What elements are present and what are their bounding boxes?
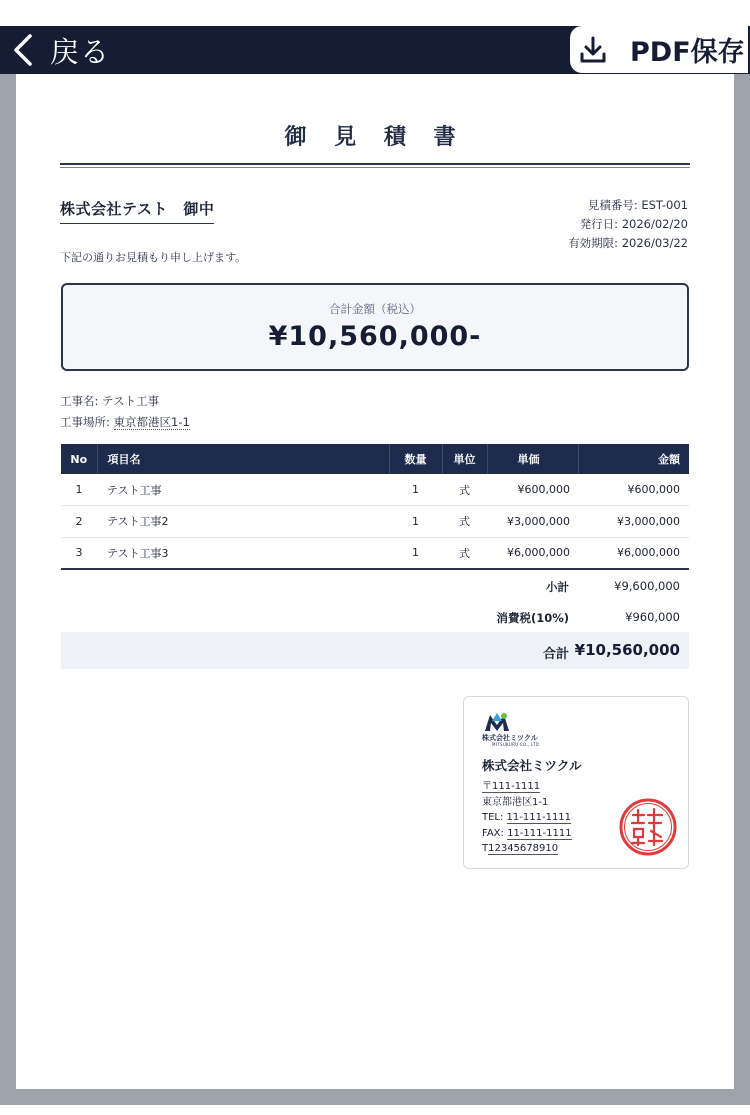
table-header-row xyxy=(61,444,689,474)
total-amount: ¥10,560,000- xyxy=(268,321,482,352)
col-qty: 数量 xyxy=(389,444,442,474)
logo-company-name: 株式会社ミツクル xyxy=(482,734,538,742)
document-title: 御 見 積 書 xyxy=(284,125,466,150)
title-divider xyxy=(60,163,690,165)
intro-text: 下記の通りお見積もり申し上げます。 xyxy=(60,251,247,264)
reg-prefix: T xyxy=(482,843,489,854)
fax-label: FAX: xyxy=(482,827,508,839)
pdf-save-button[interactable] xyxy=(570,26,748,73)
tel-label: TEL: xyxy=(482,812,507,823)
project-name-line xyxy=(60,391,190,412)
valid-until: 有効期限: 2026/03/22 xyxy=(568,236,688,250)
grand-total-value: ¥10,560,000 xyxy=(574,641,680,659)
subtotal-value: ¥9,600,000 xyxy=(614,579,680,593)
row-name: テスト工事2 xyxy=(97,506,389,538)
company-registration-number: 12345678910 xyxy=(488,843,559,854)
subtotal-label: 小計 xyxy=(546,580,569,594)
grand-total-label: 合計 xyxy=(542,647,569,662)
row-unit: 式 xyxy=(442,506,487,538)
project-info xyxy=(60,391,190,433)
project-name: テスト工事 xyxy=(102,394,160,408)
col-unit: 単位 xyxy=(442,444,487,474)
row-name: テスト工事 xyxy=(97,474,389,506)
row-no: 1 xyxy=(61,474,97,506)
company-tel: 11-111-1111 xyxy=(506,812,572,823)
table-row xyxy=(61,474,689,506)
total-caption: 合計金額（税込） xyxy=(329,302,421,316)
chevron-left-icon xyxy=(10,33,36,67)
row-no: 2 xyxy=(61,506,97,538)
back-button[interactable] xyxy=(10,31,110,69)
row-name: テスト工事3 xyxy=(97,537,389,569)
company-fax: 11-111-1111 xyxy=(507,827,572,839)
table-row xyxy=(61,537,689,569)
client-name: 株式会社テスト 御中 xyxy=(60,198,214,224)
row-amount: ¥3,000,000 xyxy=(578,506,689,538)
project-place-line xyxy=(60,412,190,433)
tax-value: ¥960,000 xyxy=(625,610,680,624)
row-no: 3 xyxy=(61,537,97,569)
title-divider-thin xyxy=(60,167,690,168)
download-icon xyxy=(578,35,608,65)
company-logo-icon xyxy=(482,711,512,733)
company-seal-stamp xyxy=(618,797,678,857)
total-amount-box xyxy=(61,283,689,371)
row-price: ¥3,000,000 xyxy=(487,506,578,538)
project-place: 東京都港区1-1 xyxy=(113,415,190,429)
bottom-bar xyxy=(0,1105,750,1115)
row-price: ¥6,000,000 xyxy=(487,537,578,569)
company-name: 株式会社ミツクル xyxy=(482,758,582,773)
issue-date: 発行日: 2026/02/20 xyxy=(579,217,688,231)
company-address: 東京都港区1-1 xyxy=(482,796,549,808)
col-no: No xyxy=(61,444,97,474)
project-place-label: 工事場所: xyxy=(60,415,114,429)
pdf-save-label: PDF保存 xyxy=(630,37,745,68)
logo-company-subtext: MITSUKURU CO., LTD. xyxy=(492,742,541,747)
app-header xyxy=(0,26,750,74)
project-name-label: 工事名: xyxy=(60,394,103,408)
row-price: ¥600,000 xyxy=(487,474,578,506)
row-unit: 式 xyxy=(442,474,487,506)
row-amount: ¥600,000 xyxy=(578,474,689,506)
back-label: 戻る xyxy=(50,34,111,69)
col-name: 項目名 xyxy=(97,444,389,474)
row-amount: ¥6,000,000 xyxy=(578,537,689,569)
row-unit: 式 xyxy=(442,537,487,569)
estimate-number: 見積番号: EST-001 xyxy=(587,198,688,212)
row-qty: 1 xyxy=(389,474,442,506)
row-qty: 1 xyxy=(389,537,442,569)
tax-label: 消費税(10%) xyxy=(496,611,569,625)
table-row xyxy=(61,506,689,538)
company-details xyxy=(482,779,572,857)
row-qty: 1 xyxy=(389,506,442,538)
company-postal: 〒111-1111 xyxy=(482,781,541,792)
col-amount: 金額 xyxy=(578,444,689,474)
status-bar-area xyxy=(0,0,750,26)
company-card xyxy=(463,696,689,869)
col-price: 単価 xyxy=(487,444,578,474)
items-table xyxy=(61,444,689,570)
estimate-meta xyxy=(568,196,688,253)
grand-total-row xyxy=(61,632,689,669)
